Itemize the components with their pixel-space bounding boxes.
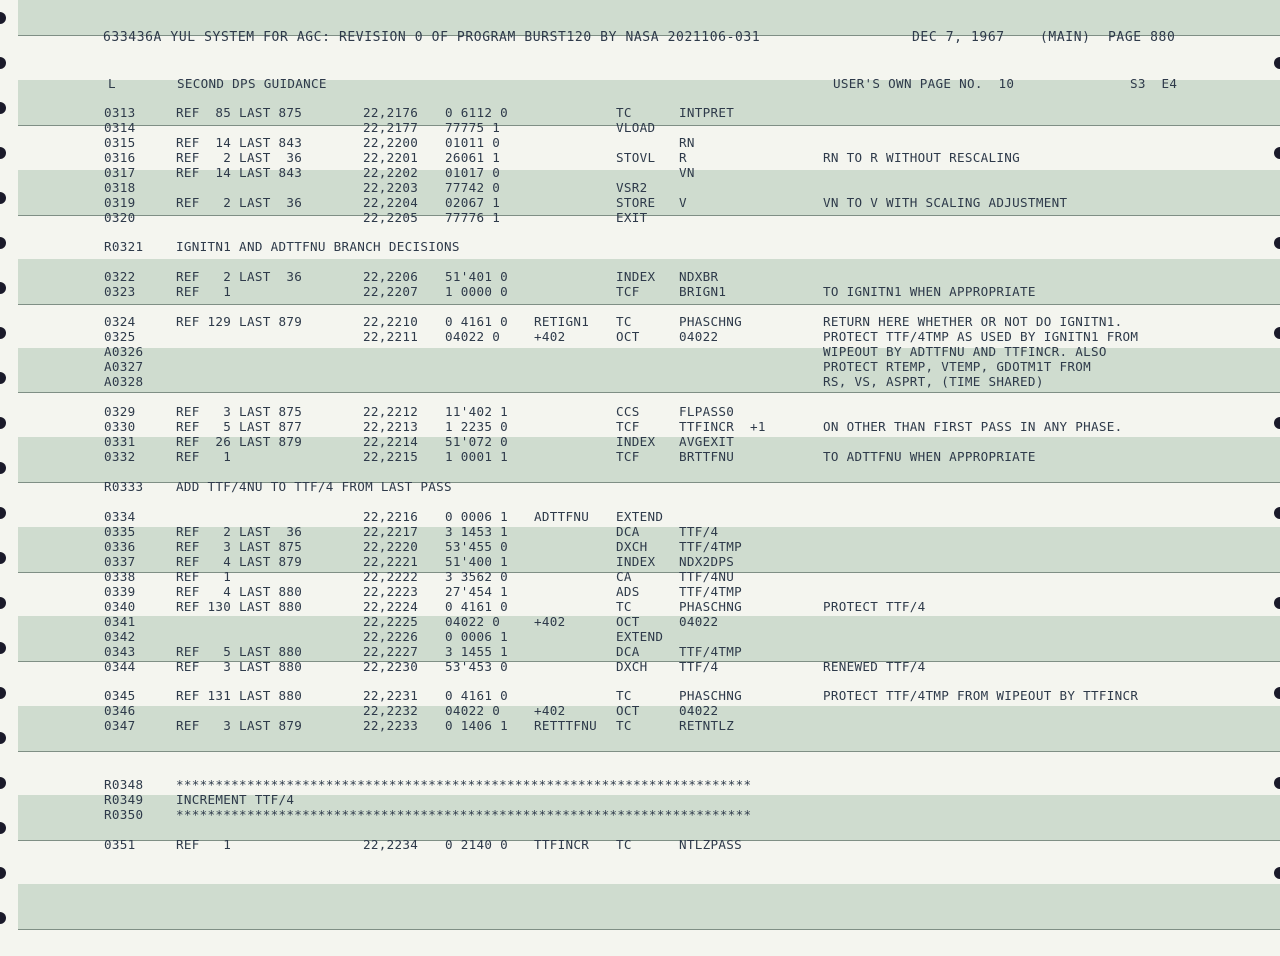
ref-column: REF 1 <box>176 284 232 299</box>
remark-text: ADD TTF/4NU TO TTF/4 FROM LAST PASS <box>176 479 452 494</box>
remark-text: IGNITN1 AND ADTTFNU BRANCH DECISIONS <box>176 239 460 254</box>
comment-column: RETURN HERE WHETHER OR NOT DO IGNITN1. <box>823 314 1123 329</box>
address-column: 22,2233 <box>363 718 419 733</box>
comment-column: PROTECT TTF/4 <box>823 599 926 614</box>
operand-column: FLPASS0 <box>679 404 735 419</box>
address-column: 22,2176 <box>363 105 419 120</box>
label-column: TTFINCR <box>534 837 590 852</box>
address-column: 22,2224 <box>363 599 419 614</box>
address-column: 22,2225 <box>363 614 419 629</box>
ref-column: REF 129 LAST 879 <box>176 314 303 329</box>
paper-rule <box>18 751 1280 752</box>
label-column: RETIGN1 <box>534 314 590 329</box>
listing-section: (MAIN) <box>1040 30 1091 45</box>
line-sequence-number: 0317 <box>104 165 136 180</box>
address-column: 22,2203 <box>363 180 419 195</box>
comment-continuation: WIPEOUT BY ADTTFNU AND TTFINCR. ALSO <box>823 344 1107 359</box>
address-column: 22,2204 <box>363 195 419 210</box>
operand-column: NDX2DPS <box>679 554 735 569</box>
operand-column: TTF/4TMP <box>679 644 743 659</box>
word-column: 04022 0 <box>445 614 501 629</box>
page-number: PAGE 880 <box>1108 30 1176 45</box>
listing-date: DEC 7, 1967 <box>912 30 1005 45</box>
opcode-column: OCT <box>616 614 640 629</box>
opcode-column: TCF <box>616 449 640 464</box>
sprocket-hole <box>1274 687 1280 699</box>
sprocket-hole <box>0 687 6 699</box>
address-column: 22,2226 <box>363 629 419 644</box>
word-column: 01017 0 <box>445 165 501 180</box>
ref-column: REF 4 LAST 880 <box>176 584 303 599</box>
word-column: 3 1453 1 <box>445 524 509 539</box>
operand-column: TTF/4 <box>679 524 719 539</box>
word-column: 53'455 0 <box>445 539 509 554</box>
opcode-column: TC <box>616 599 632 614</box>
address-column: 22,2220 <box>363 539 419 554</box>
operand-column: R <box>679 150 687 165</box>
address-column: 22,2222 <box>363 569 419 584</box>
operand-column: RETNTLZ <box>679 718 735 733</box>
comment-continuation: RS, VS, ASPRT, (TIME SHARED) <box>823 374 1044 389</box>
ref-column: REF 3 LAST 875 <box>176 539 303 554</box>
opcode-column: DCA <box>616 644 640 659</box>
line-sequence-number: 0324 <box>104 314 136 329</box>
word-column: 1 2235 0 <box>445 419 509 434</box>
line-sequence-number: 0338 <box>104 569 136 584</box>
opcode-column: TC <box>616 837 632 852</box>
operand-column: 04022 <box>679 329 719 344</box>
ref-column: REF 1 <box>176 569 232 584</box>
line-sequence-number: 0332 <box>104 449 136 464</box>
sprocket-hole <box>0 597 6 609</box>
comment-continuation: PROTECT RTEMP, VTEMP, GDOTM1T FROM <box>823 359 1091 374</box>
address-column: 22,2215 <box>363 449 419 464</box>
label-column: +402 <box>534 614 566 629</box>
line-sequence-number: 0340 <box>104 599 136 614</box>
operand-column: INTPRET <box>679 105 735 120</box>
ref-column: REF 3 LAST 875 <box>176 404 303 419</box>
opcode-column: CA <box>616 569 632 584</box>
opcode-column: DXCH <box>616 659 648 674</box>
comment-column: TO ADTTFNU WHEN APPROPRIATE <box>823 449 1036 464</box>
word-column: 0 1406 1 <box>445 718 509 733</box>
address-column: 22,2210 <box>363 314 419 329</box>
ref-column: REF 5 LAST 880 <box>176 644 303 659</box>
line-sequence-number: R0333 <box>104 479 144 494</box>
word-column: 51'401 0 <box>445 269 509 284</box>
opcode-column: EXIT <box>616 210 648 225</box>
sprocket-hole <box>1274 147 1280 159</box>
ref-column: REF 1 <box>176 449 232 464</box>
sprocket-hole <box>0 912 6 924</box>
comment-column: ON OTHER THAN FIRST PASS IN ANY PHASE. <box>823 419 1123 434</box>
word-column: 1 0001 1 <box>445 449 509 464</box>
line-sequence-number: 0351 <box>104 837 136 852</box>
line-sequence-number: R0348 <box>104 777 144 792</box>
sprocket-hole <box>0 102 6 114</box>
line-sequence-number: 0329 <box>104 404 136 419</box>
sprocket-hole <box>0 237 6 249</box>
sprocket-hole <box>0 192 6 204</box>
line-sequence-number: 0339 <box>104 584 136 599</box>
operand-column: PHASCHNG <box>679 314 743 329</box>
word-column: 0 4161 0 <box>445 688 509 703</box>
address-column: 22,2201 <box>363 150 419 165</box>
opcode-column: STOVL <box>616 150 656 165</box>
operand-column: PHASCHNG <box>679 599 743 614</box>
listing-title: 633436A YUL SYSTEM FOR AGC: REVISION 0 OF PROGRAM BURST120 BY NASA 2021106-031 <box>103 30 761 45</box>
line-sequence-number: 0336 <box>104 539 136 554</box>
comment-column: RN TO R WITHOUT RESCALING <box>823 150 1021 165</box>
comment-column: PROTECT TTF/4TMP AS USED BY IGNITN1 FROM <box>823 329 1139 344</box>
line-sequence-number: 0342 <box>104 629 136 644</box>
paper-rule <box>18 304 1280 305</box>
opcode-column: TC <box>616 105 632 120</box>
line-sequence-number: 0318 <box>104 180 136 195</box>
opcode-column: TCF <box>616 284 640 299</box>
sprocket-hole <box>1274 327 1280 339</box>
ref-column: REF 130 LAST 880 <box>176 599 303 614</box>
address-column: 22,2221 <box>363 554 419 569</box>
line-sequence-number: 0320 <box>104 210 136 225</box>
operand-column: TTFINCR +1 <box>679 419 766 434</box>
address-column: 22,2223 <box>363 584 419 599</box>
line-sequence-number: A0327 <box>104 359 144 374</box>
address-column: 22,2213 <box>363 419 419 434</box>
line-sequence-number: R0349 <box>104 792 144 807</box>
opcode-column: DCA <box>616 524 640 539</box>
word-column: 51'400 1 <box>445 554 509 569</box>
word-column: 77742 0 <box>445 180 501 195</box>
address-column: 22,2206 <box>363 269 419 284</box>
opcode-column: STORE <box>616 195 656 210</box>
line-sequence-number: 0341 <box>104 614 136 629</box>
paper-rule <box>18 392 1280 393</box>
log-marker: L <box>108 76 116 91</box>
operand-column: VN <box>679 165 695 180</box>
operand-column: NTLZPASS <box>679 837 743 852</box>
word-column: 3 3562 0 <box>445 569 509 584</box>
address-column: 22,2202 <box>363 165 419 180</box>
line-sequence-number: 0315 <box>104 135 136 150</box>
label-column: +402 <box>534 329 566 344</box>
ref-column: REF 2 LAST 36 <box>176 269 303 284</box>
sprocket-hole <box>0 822 6 834</box>
ref-column: REF 5 LAST 877 <box>176 419 303 434</box>
address-column: 22,2212 <box>363 404 419 419</box>
ref-column: REF 1 <box>176 837 232 852</box>
opcode-column: ADS <box>616 584 640 599</box>
remark-text: ************************************************************************* <box>176 777 752 792</box>
paper-band <box>18 884 1280 929</box>
sprocket-hole <box>0 642 6 654</box>
sprocket-hole <box>0 462 6 474</box>
remark-text: INCREMENT TTF/4 <box>176 792 295 807</box>
line-sequence-number: 0344 <box>104 659 136 674</box>
operand-column: 04022 <box>679 614 719 629</box>
ref-column: REF 4 LAST 879 <box>176 554 303 569</box>
remark-text: ************************************************************************* <box>176 807 752 822</box>
ref-column: REF 3 LAST 880 <box>176 659 303 674</box>
opcode-column: DXCH <box>616 539 648 554</box>
word-column: 0 0006 1 <box>445 509 509 524</box>
line-sequence-number: 0337 <box>104 554 136 569</box>
ref-column: REF 14 LAST 843 <box>176 135 303 150</box>
comment-column: RENEWED TTF/4 <box>823 659 926 674</box>
operand-column: BRTTFNU <box>679 449 735 464</box>
sprocket-hole <box>1274 237 1280 249</box>
sprocket-hole <box>0 327 6 339</box>
sprocket-hole <box>0 552 6 564</box>
address-column: 22,2207 <box>363 284 419 299</box>
line-sequence-number: A0328 <box>104 374 144 389</box>
address-column: 22,2214 <box>363 434 419 449</box>
line-sequence-number: 0330 <box>104 419 136 434</box>
line-sequence-number: 0347 <box>104 718 136 733</box>
opcode-column: TC <box>616 718 632 733</box>
line-sequence-number: 0335 <box>104 524 136 539</box>
sprocket-hole <box>1274 867 1280 879</box>
line-sequence-number: A0326 <box>104 344 144 359</box>
opcode-column: CCS <box>616 404 640 419</box>
word-column: 77776 1 <box>445 210 501 225</box>
line-sequence-number: 0322 <box>104 269 136 284</box>
opcode-column: TC <box>616 314 632 329</box>
sprocket-hole <box>0 147 6 159</box>
operand-column: AVGEXIT <box>679 434 735 449</box>
word-column: 0 4161 0 <box>445 314 509 329</box>
ref-column: REF 26 LAST 879 <box>176 434 303 449</box>
line-sequence-number: 0331 <box>104 434 136 449</box>
address-column: 22,2205 <box>363 210 419 225</box>
opcode-column: EXTEND <box>616 629 664 644</box>
paper-rule <box>18 215 1280 216</box>
ref-column: REF 2 LAST 36 <box>176 195 303 210</box>
sprocket-hole <box>0 732 6 744</box>
address-column: 22,2211 <box>363 329 419 344</box>
sprocket-hole <box>1274 597 1280 609</box>
sprocket-hole <box>0 282 6 294</box>
ref-column: REF 131 LAST 880 <box>176 688 303 703</box>
line-sequence-number: 0316 <box>104 150 136 165</box>
operand-column: RN <box>679 135 695 150</box>
ref-column: REF 2 LAST 36 <box>176 524 303 539</box>
operand-column: PHASCHNG <box>679 688 743 703</box>
sprocket-hole <box>1274 417 1280 429</box>
line-sequence-number: 0319 <box>104 195 136 210</box>
address-column: 22,2227 <box>363 644 419 659</box>
line-sequence-number: 0345 <box>104 688 136 703</box>
line-sequence-number: R0321 <box>104 239 144 254</box>
opcode-column: VSR2 <box>616 180 648 195</box>
word-column: 0 6112 0 <box>445 105 509 120</box>
ref-column: REF 85 LAST 875 <box>176 105 303 120</box>
sprocket-hole <box>0 57 6 69</box>
page-code: S3 E4 <box>1130 76 1178 91</box>
sprocket-hole <box>1274 777 1280 789</box>
operand-column: V <box>679 195 687 210</box>
opcode-column: OCT <box>616 329 640 344</box>
line-sequence-number: 0323 <box>104 284 136 299</box>
address-column: 22,2216 <box>363 509 419 524</box>
address-column: 22,2230 <box>363 659 419 674</box>
line-sequence-number: 0325 <box>104 329 136 344</box>
log-section-name: SECOND DPS GUIDANCE <box>177 76 327 91</box>
sprocket-hole <box>0 507 6 519</box>
word-column: 27'454 1 <box>445 584 509 599</box>
opcode-column: INDEX <box>616 434 656 449</box>
opcode-column: EXTEND <box>616 509 664 524</box>
comment-column: VN TO V WITH SCALING ADJUSTMENT <box>823 195 1068 210</box>
address-column: 22,2177 <box>363 120 419 135</box>
word-column: 01011 0 <box>445 135 501 150</box>
ref-column: REF 2 LAST 36 <box>176 150 303 165</box>
opcode-column: VLOAD <box>616 120 656 135</box>
word-column: 0 4161 0 <box>445 599 509 614</box>
line-sequence-number: 0314 <box>104 120 136 135</box>
line-sequence-number: R0350 <box>104 807 144 822</box>
word-column: 53'453 0 <box>445 659 509 674</box>
opcode-column: TC <box>616 688 632 703</box>
word-column: 26061 1 <box>445 150 501 165</box>
word-column: 11'402 1 <box>445 404 509 419</box>
word-column: 3 1455 1 <box>445 644 509 659</box>
line-sequence-number: 0313 <box>104 105 136 120</box>
operand-column: TTF/4NU <box>679 569 735 584</box>
address-column: 22,2232 <box>363 703 419 718</box>
label-column: RETTTFNU <box>534 718 598 733</box>
line-sequence-number: 0346 <box>104 703 136 718</box>
word-column: 04022 0 <box>445 329 501 344</box>
word-column: 1 0000 0 <box>445 284 509 299</box>
ref-column: REF 3 LAST 879 <box>176 718 303 733</box>
operand-column: TTF/4TMP <box>679 539 743 554</box>
word-column: 0 2140 0 <box>445 837 509 852</box>
ref-column: REF 14 LAST 843 <box>176 165 303 180</box>
sprocket-hole <box>0 372 6 384</box>
line-sequence-number: 0343 <box>104 644 136 659</box>
word-column: 51'072 0 <box>445 434 509 449</box>
opcode-column: OCT <box>616 703 640 718</box>
sprocket-hole <box>0 417 6 429</box>
address-column: 22,2234 <box>363 837 419 852</box>
address-column: 22,2217 <box>363 524 419 539</box>
word-column: 77775 1 <box>445 120 501 135</box>
address-column: 22,2231 <box>363 688 419 703</box>
operand-column: NDXBR <box>679 269 719 284</box>
operand-column: TTF/4TMP <box>679 584 743 599</box>
comment-column: PROTECT TTF/4TMP FROM WIPEOUT BY TTFINCR <box>823 688 1139 703</box>
label-column: +402 <box>534 703 566 718</box>
operand-column: BRIGN1 <box>679 284 727 299</box>
user-page-number: USER'S OWN PAGE NO. 10 <box>833 76 1015 91</box>
sprocket-hole <box>0 12 6 24</box>
paper-rule <box>18 929 1280 930</box>
sprocket-hole <box>0 777 6 789</box>
sprocket-hole <box>1274 57 1280 69</box>
word-column: 0 0006 1 <box>445 629 509 644</box>
operand-column: TTF/4 <box>679 659 719 674</box>
address-column: 22,2200 <box>363 135 419 150</box>
sprocket-hole <box>1274 507 1280 519</box>
operand-column: 04022 <box>679 703 719 718</box>
sprocket-hole <box>0 867 6 879</box>
opcode-column: INDEX <box>616 554 656 569</box>
word-column: 02067 1 <box>445 195 501 210</box>
comment-column: TO IGNITN1 WHEN APPROPRIATE <box>823 284 1036 299</box>
opcode-column: INDEX <box>616 269 656 284</box>
word-column: 04022 0 <box>445 703 501 718</box>
line-sequence-number: 0334 <box>104 509 136 524</box>
label-column: ADTTFNU <box>534 509 590 524</box>
opcode-column: TCF <box>616 419 640 434</box>
